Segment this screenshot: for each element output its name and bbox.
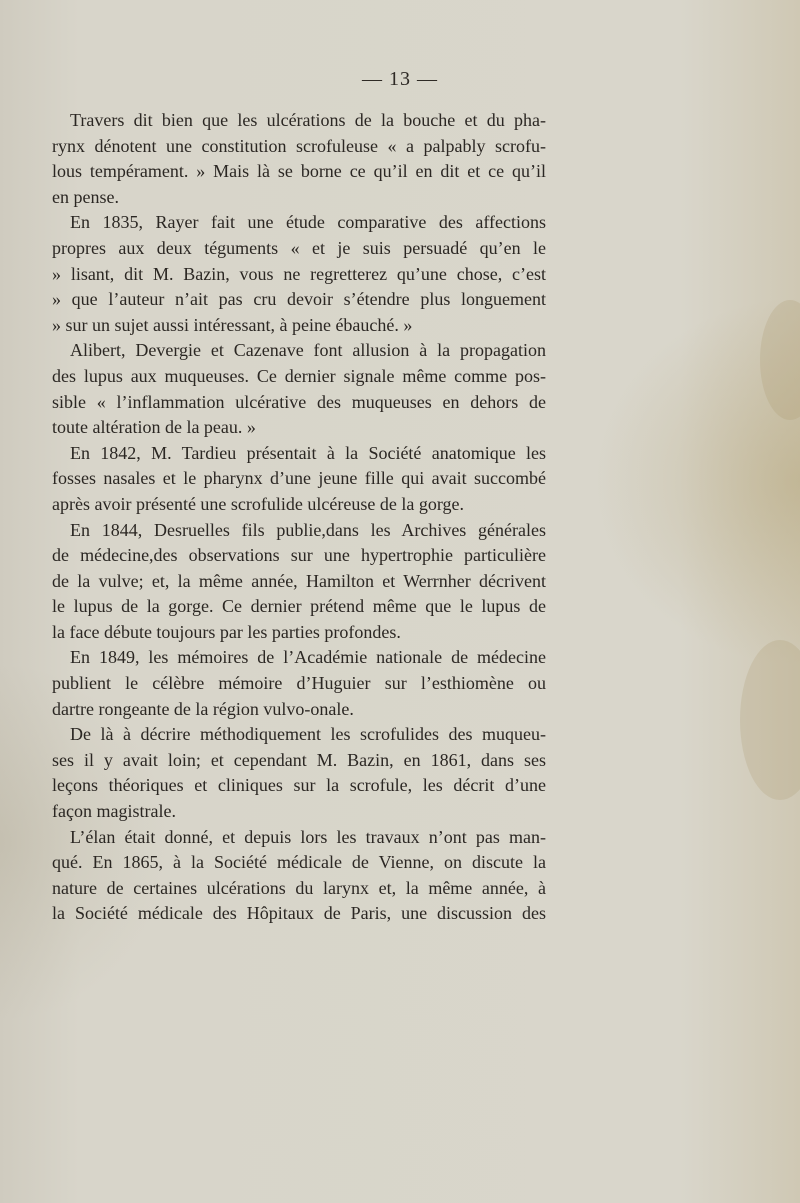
text-line: la face débute toujours par les parties profondes. xyxy=(52,621,401,642)
text-line: rynx dénotent une constitution scrofuleuse « a palpably scrofu- xyxy=(52,135,546,156)
page-number: — 13 — xyxy=(362,68,438,90)
text-line: » lisant, dit M. Bazin, vous ne regretterez qu’une chose, c’est xyxy=(52,263,546,284)
text-line: fosses nasales et le pharynx d’une jeune fille qui avait succombé xyxy=(52,468,546,489)
text-line: En 1835, Rayer fait une étude comparative des affections xyxy=(70,212,546,233)
text-line: des lupus aux muqueuses. Ce dernier signale même comme pos- xyxy=(52,365,546,386)
body-text xyxy=(52,108,546,927)
text-line: En 1844, Desruelles fils publie,dans les Archives générales xyxy=(70,519,546,540)
text-line: En 1849, les mémoires de l’Académie nationale de médecine xyxy=(70,647,546,668)
text-line: le lupus de la gorge. Ce dernier prétend même que le lupus de xyxy=(52,596,546,617)
text-line: façon magistrale. xyxy=(52,801,176,822)
text-line: dartre rongeante de la région vulvo-onale. xyxy=(52,698,354,719)
text-line: qué. En 1865, à la Société médicale de Vienne, on discute la xyxy=(52,852,546,873)
text-line: En 1842, M. Tardieu présentait à la Société anatomique les xyxy=(70,442,546,463)
text-line: sible « l’inflammation ulcérative des muqueuses en dehors de xyxy=(52,391,546,412)
text-line: propres aux deux téguments « et je suis persuadé qu’en le xyxy=(52,237,546,258)
text-line: de médecine,des observations sur une hypertrophie particulière xyxy=(52,545,546,566)
text-line: ses il y avait loin; et cependant M. Bazin, en 1861, dans ses xyxy=(52,749,546,770)
text-line: toute altération de la peau. » xyxy=(52,417,256,438)
text-line: De là à décrire méthodiquement les scrofulides des muqueu- xyxy=(70,724,546,745)
text-line: en pense. xyxy=(52,186,119,207)
text-line: Alibert, Devergie et Cazenave font allusion à la propagation xyxy=(70,340,546,361)
text-line: publient le célèbre mémoire d’Huguier sur l’esthiomène ou xyxy=(52,673,546,694)
paper-stain xyxy=(740,640,800,800)
text-line: après avoir présenté une scrofulide ulcéreuse de la gorge. xyxy=(52,493,464,514)
text-line: nature de certaines ulcérations du larynx et, la même année, à xyxy=(52,877,546,898)
paper-stain xyxy=(760,300,800,420)
text-line: leçons théoriques et cliniques sur la scrofule, les décrit d’une xyxy=(52,775,546,796)
text-line: Travers dit bien que les ulcérations de la bouche et du pha- xyxy=(70,110,546,130)
text-line: de la vulve; et, la même année, Hamilton et Werrnher décrivent xyxy=(52,570,546,591)
text-line: L’élan était donné, et depuis lors les travaux n’ont pas man- xyxy=(70,826,546,847)
text-line: la Société médicale des Hôpitaux de Paris, une discussion des xyxy=(52,903,546,924)
text-line: lous tempérament. » Mais là se borne ce qu’il en dit et ce qu’il xyxy=(52,161,546,182)
text-line: » que l’auteur n’ait pas cru devoir s’étendre plus longuement xyxy=(52,289,546,310)
text-line: » sur un sujet aussi intéressant, à peine ébauché. » xyxy=(52,314,413,335)
